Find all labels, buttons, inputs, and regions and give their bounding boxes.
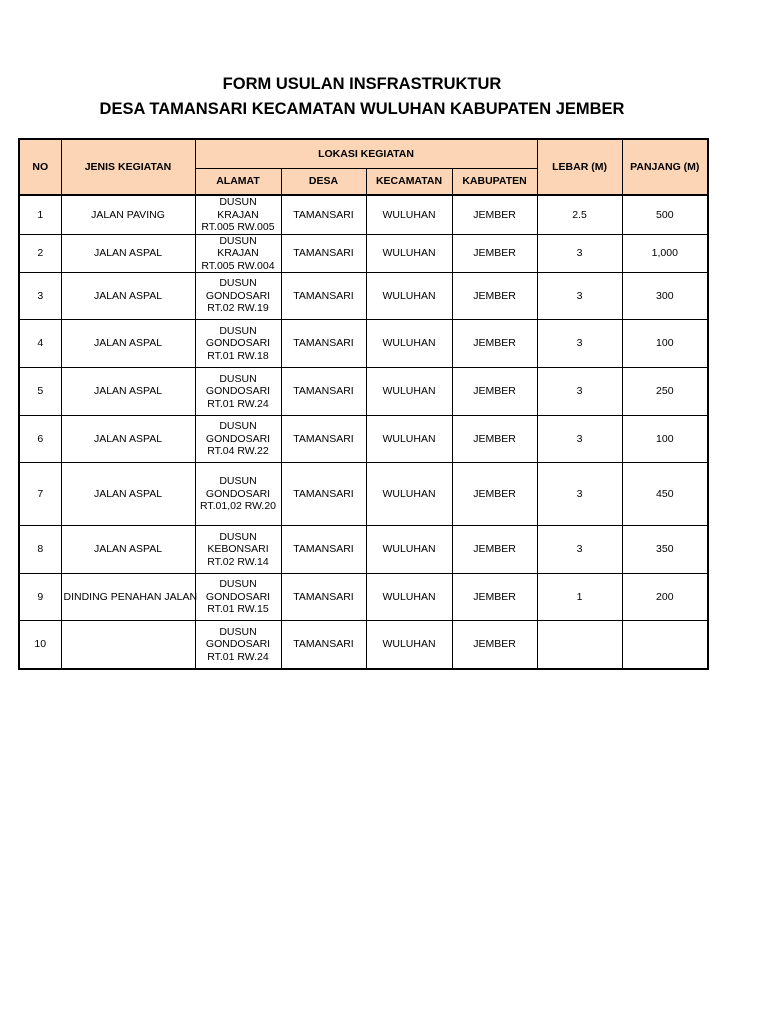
cell-desa: TAMANSARI (281, 273, 366, 320)
alamat-line: RT.01 RW.15 (207, 603, 269, 616)
cell-no: 6 (19, 416, 61, 463)
cell-kabupaten: JEMBER (452, 320, 537, 368)
cell-kabupaten: JEMBER (452, 195, 537, 234)
alamat-line: DUSUN (219, 277, 257, 290)
cell-desa: TAMANSARI (281, 621, 366, 669)
alamat-line: DUSUN (219, 372, 257, 385)
cell-jenis-kegiatan: JALAN ASPAL (61, 368, 195, 416)
cell-lebar: 3 (537, 320, 622, 368)
header-desa: DESA (281, 169, 366, 196)
cell-alamat (195, 574, 281, 621)
cell-kabupaten: JEMBER (452, 368, 537, 416)
cell-jenis-kegiatan: DINDING PENAHAN JALAN (61, 574, 195, 621)
cell-panjang: 1,000 (622, 234, 708, 273)
cell-panjang (622, 621, 708, 669)
alamat-line: RT.005 RW.004 (201, 259, 275, 272)
alamat-line: GONDOSARI (205, 432, 271, 445)
alamat-line: GONDOSARI (205, 487, 271, 500)
cell-kecamatan: WULUHAN (366, 526, 452, 574)
cell-panjang: 500 (622, 195, 708, 234)
cell-kabupaten: JEMBER (452, 463, 537, 526)
cell-panjang: 450 (622, 463, 708, 526)
alamat-line: GONDOSARI (205, 638, 271, 650)
cell-desa: TAMANSARI (281, 463, 366, 526)
cell-alamat (195, 463, 281, 526)
cell-desa: TAMANSARI (281, 234, 366, 273)
cell-panjang: 250 (622, 368, 708, 416)
form-title-line-2: DESA TAMANSARI KECAMATAN WULUHAN KABUPATEN JEMBER (99, 100, 625, 118)
header-lokasi-kegiatan: LOKASI KEGIATAN (195, 139, 537, 169)
alamat-line: RT.02 RW.14 (207, 555, 269, 568)
alamat-line: RT.04 RW.22 (207, 445, 269, 458)
alamat-line: DUSUN (219, 475, 257, 488)
table-row (19, 368, 708, 416)
infrastructure-proposal-table (18, 138, 709, 670)
cell-kecamatan: WULUHAN (366, 195, 452, 234)
alamat-line: DUSUN (219, 578, 257, 591)
cell-desa: TAMANSARI (281, 526, 366, 574)
cell-alamat (195, 526, 281, 574)
cell-alamat (195, 621, 281, 669)
header-panjang: PANJANG (M) (622, 139, 708, 195)
table-row (19, 320, 708, 368)
cell-no: 3 (19, 273, 61, 320)
cell-lebar: 3 (537, 234, 622, 273)
cell-lebar (537, 621, 622, 669)
table-header (19, 139, 708, 195)
cell-jenis-kegiatan: JALAN ASPAL (61, 463, 195, 526)
table-row (19, 195, 708, 234)
alamat-line: GONDOSARI (205, 289, 271, 302)
table-row (19, 574, 708, 621)
cell-desa: TAMANSARI (281, 416, 366, 463)
cell-kabupaten: JEMBER (452, 526, 537, 574)
header-no: NO (19, 139, 61, 195)
cell-jenis-kegiatan: JALAN ASPAL (61, 273, 195, 320)
table-row (19, 526, 708, 574)
cell-alamat (195, 320, 281, 368)
cell-alamat (195, 234, 281, 273)
cell-lebar: 3 (537, 273, 622, 320)
table-row (19, 273, 708, 320)
form-title (0, 72, 724, 122)
cell-lebar: 2.5 (537, 195, 622, 234)
cell-kabupaten: JEMBER (452, 234, 537, 273)
cell-alamat (195, 368, 281, 416)
cell-kecamatan: WULUHAN (366, 234, 452, 273)
cell-kecamatan: WULUHAN (366, 320, 452, 368)
cell-kecamatan: WULUHAN (366, 574, 452, 621)
alamat-line: RT.01 RW.24 (207, 397, 269, 410)
cell-alamat (195, 416, 281, 463)
cell-no: 4 (19, 320, 61, 368)
cell-alamat (195, 195, 281, 234)
cell-no: 9 (19, 574, 61, 621)
header-lebar: LEBAR (M) (537, 139, 622, 195)
cell-no: 1 (19, 195, 61, 234)
header-alamat: ALAMAT (195, 169, 281, 196)
alamat-line: DUSUN (219, 530, 257, 543)
alamat-line: RT.01 RW.18 (207, 349, 269, 362)
cell-kecamatan: WULUHAN (366, 463, 452, 526)
cell-no: 7 (19, 463, 61, 526)
cell-jenis-kegiatan: JALAN ASPAL (61, 234, 195, 273)
cell-lebar: 1 (537, 574, 622, 621)
header-kabupaten: KABUPATEN (452, 169, 537, 196)
cell-kecamatan: WULUHAN (366, 416, 452, 463)
cell-no: 10 (19, 621, 61, 669)
alamat-line: KEBONSARI (207, 543, 269, 556)
cell-no: 2 (19, 234, 61, 273)
alamat-line: RT.01 RW.24 (207, 650, 269, 663)
cell-panjang: 300 (622, 273, 708, 320)
table-row (19, 234, 708, 273)
form-title-line-1: FORM USULAN INSFRASTRUKTUR (222, 75, 502, 93)
cell-desa: TAMANSARI (281, 368, 366, 416)
cell-kabupaten: JEMBER (452, 621, 537, 669)
alamat-line: RT.02 RW.19 (207, 302, 269, 315)
alamat-line: RT.01,02 RW.20 (199, 500, 277, 513)
cell-desa: TAMANSARI (281, 195, 366, 234)
cell-lebar: 3 (537, 368, 622, 416)
table-row (19, 416, 708, 463)
alamat-line: DUSUN (219, 625, 257, 638)
cell-jenis-kegiatan (61, 621, 195, 669)
cell-kecamatan: WULUHAN (366, 621, 452, 669)
cell-jenis-kegiatan: JALAN ASPAL (61, 526, 195, 574)
cell-no: 8 (19, 526, 61, 574)
cell-kecamatan: WULUHAN (366, 368, 452, 416)
table-body (19, 195, 708, 669)
cell-jenis-kegiatan: JALAN ASPAL (61, 320, 195, 368)
alamat-line: GONDOSARI (205, 337, 271, 350)
alamat-line: DUSUN KRAJAN (217, 234, 259, 259)
alamat-line: GONDOSARI (205, 590, 271, 603)
cell-kabupaten: JEMBER (452, 416, 537, 463)
alamat-line: DUSUN (219, 324, 257, 337)
cell-kabupaten: JEMBER (452, 574, 537, 621)
alamat-line: RT.005 RW.005 (201, 221, 275, 233)
header-jenis-kegiatan: JENIS KEGIATAN (61, 139, 195, 195)
header-kecamatan: KECAMATAN (366, 169, 452, 196)
cell-panjang: 100 (622, 320, 708, 368)
cell-lebar: 3 (537, 416, 622, 463)
cell-alamat (195, 273, 281, 320)
cell-desa: TAMANSARI (281, 320, 366, 368)
cell-kabupaten: JEMBER (452, 273, 537, 320)
cell-lebar: 3 (537, 463, 622, 526)
table-row (19, 621, 708, 669)
cell-jenis-kegiatan: JALAN PAVING (61, 195, 195, 234)
cell-no: 5 (19, 368, 61, 416)
alamat-line: DUSUN (219, 420, 257, 433)
alamat-line: DUSUN KRAJAN (217, 196, 259, 221)
cell-panjang: 200 (622, 574, 708, 621)
cell-panjang: 350 (622, 526, 708, 574)
cell-lebar: 3 (537, 526, 622, 574)
cell-desa: TAMANSARI (281, 574, 366, 621)
table-row (19, 463, 708, 526)
alamat-line: GONDOSARI (205, 385, 271, 398)
cell-kecamatan: WULUHAN (366, 273, 452, 320)
cell-panjang: 100 (622, 416, 708, 463)
cell-jenis-kegiatan: JALAN ASPAL (61, 416, 195, 463)
